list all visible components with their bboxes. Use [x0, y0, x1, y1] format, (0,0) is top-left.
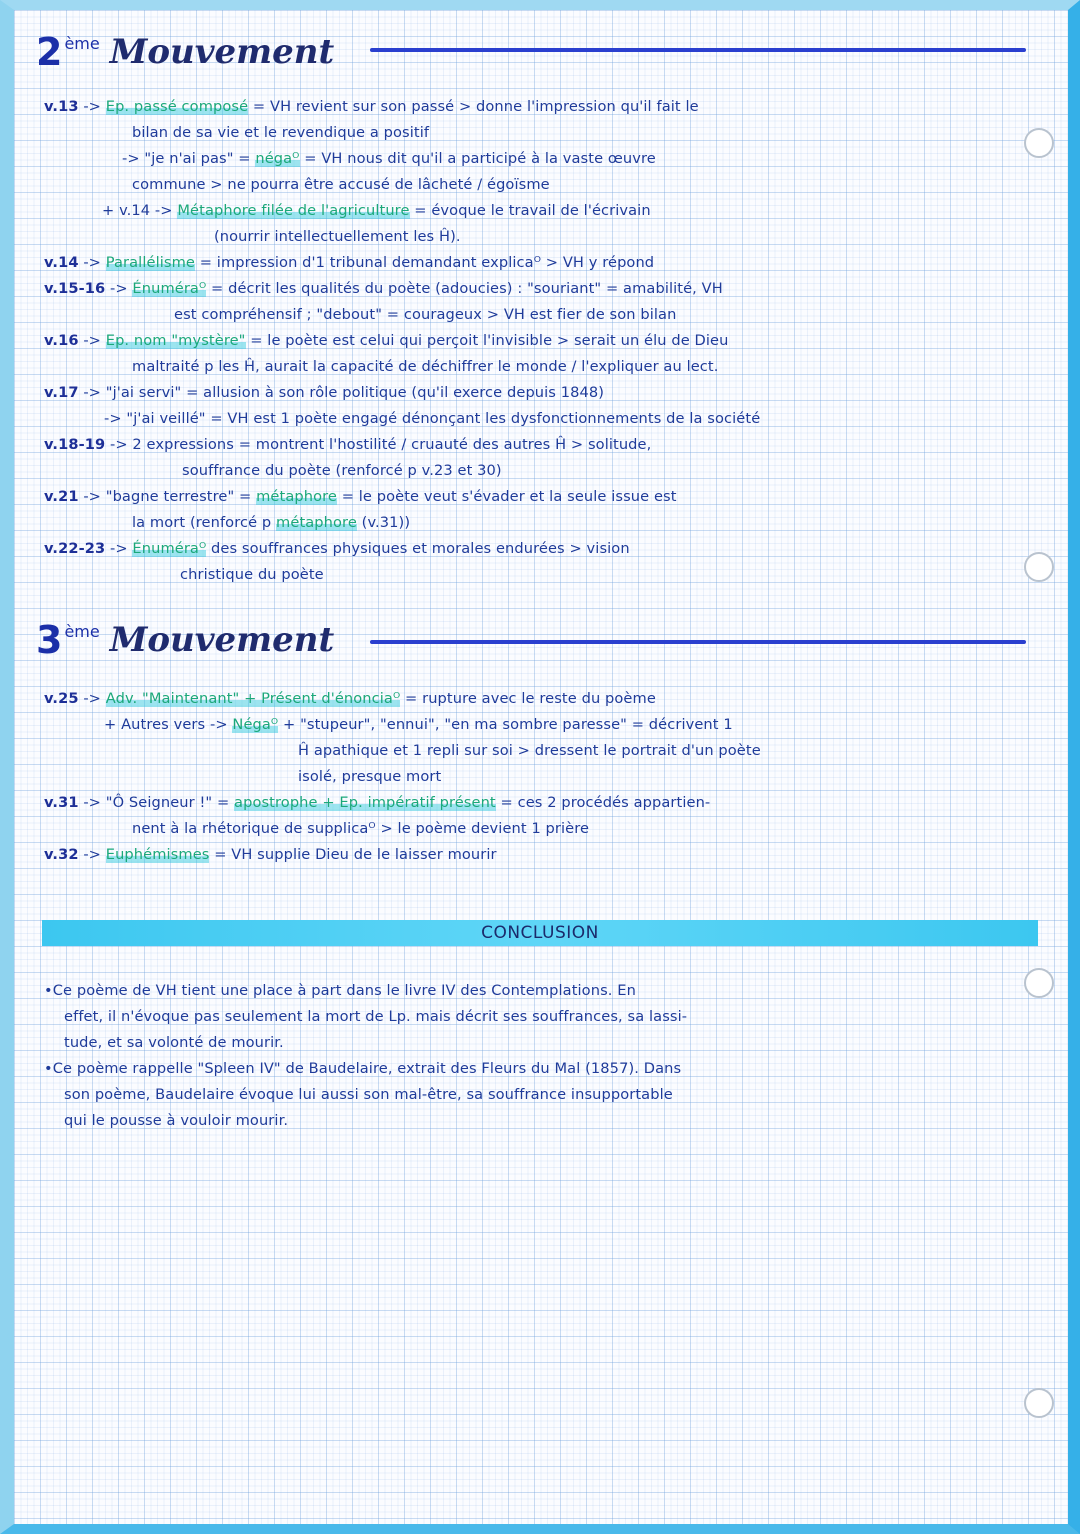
note-line — [44, 536, 630, 562]
literary-device: Énuméraᴼ — [132, 540, 207, 557]
note-text: tude, et sa volonté de mourir. — [64, 1034, 284, 1051]
note-text: -> "je n'ai pas" = — [122, 150, 256, 167]
binder-hole — [1024, 1388, 1054, 1418]
arrow: -> — [78, 254, 106, 271]
binder-hole — [1024, 552, 1054, 582]
heading-word: Mouvement — [109, 620, 335, 660]
note-line — [132, 354, 718, 380]
bullet-marker: • — [44, 1060, 53, 1077]
note-line — [174, 302, 676, 328]
note-text: = impression d'1 tribunal demandant explicaᴼ > VH y répond — [194, 254, 655, 271]
arrow: -> — [78, 794, 106, 811]
arrow: -> — [78, 384, 106, 401]
note-text: commune > ne pourra être accusé de lâcheté / égoïsme — [132, 176, 550, 193]
note-line — [44, 1056, 681, 1082]
note-line — [132, 120, 429, 146]
note-line — [44, 432, 651, 458]
note-text: + v.14 -> — [102, 202, 178, 219]
note-text: la mort (renforcé p — [132, 514, 277, 531]
note-line — [44, 250, 654, 276]
arrow: -> — [78, 488, 106, 505]
heading-rule — [370, 640, 1026, 644]
literary-device: Ep. passé composé — [105, 98, 249, 115]
note-line — [64, 1004, 687, 1030]
literary-device: Adv. "Maintenant" + Présent d'énonciaᴼ — [105, 690, 401, 707]
note-text: "Ô Seigneur !" = — [105, 794, 235, 811]
note-text: son poème, Baudelaire évoque lui aussi son mal-être, sa souffrance insupportable — [64, 1086, 673, 1103]
literary-device: apostrophe + Ep. impératif présent — [234, 794, 496, 811]
heading-word: Mouvement — [109, 32, 335, 72]
note-text: maltraité p les Ĥ, aurait la capacité de déchiffrer le monde / l'expliquer au lect. — [132, 358, 719, 375]
literary-device: Énuméraᴼ — [132, 280, 207, 297]
heading-number: 2 — [36, 30, 63, 74]
note-line — [122, 146, 656, 172]
note-line — [132, 172, 550, 198]
note-line — [214, 224, 461, 250]
note-text: des souffrances physiques et morales endurées > vision — [206, 540, 630, 557]
note-text: est compréhensif ; "debout" = courageux > VH est fier de son bilan — [174, 306, 677, 323]
verse-reference: v.25 — [44, 690, 79, 707]
note-line — [64, 1108, 288, 1134]
note-text: christique du poète — [180, 566, 324, 583]
note-text: = décrit les qualités du poète (adoucies) : "souriant" = amabilité, VH — [206, 280, 723, 297]
note-line — [44, 978, 636, 1004]
note-text: + Autres vers -> — [104, 716, 233, 733]
note-text: "bagne terrestre" = — [105, 488, 257, 505]
verse-reference: v.18-19 — [44, 436, 106, 453]
note-text: = rupture avec le reste du poème — [400, 690, 656, 707]
note-text: bilan de sa vie et le revendique a positif — [132, 124, 430, 141]
note-text: isolé, presque mort — [298, 768, 442, 785]
note-text: qui le pousse à vouloir mourir. — [64, 1112, 289, 1129]
note-text: = le poète veut s'évader et la seule issue est — [336, 488, 677, 505]
verse-reference: v.17 — [44, 384, 79, 401]
arrow: -> — [78, 690, 106, 707]
note-line — [132, 816, 589, 842]
literary-device: Métaphore filée de l'agriculture — [177, 202, 410, 219]
note-line — [44, 484, 677, 510]
literary-device: métaphore — [276, 514, 357, 531]
section-heading-mouvement-3 — [36, 618, 334, 662]
note-line — [44, 380, 604, 406]
note-line — [180, 562, 324, 588]
note-text: nent à la rhétorique de supplicaᴼ > le poème devient 1 prière — [132, 820, 590, 837]
verse-reference: v.31 — [44, 794, 79, 811]
heading-rule — [370, 48, 1026, 52]
note-text: (v.31)) — [356, 514, 411, 531]
verse-reference: v.14 — [44, 254, 79, 271]
binder-hole — [1024, 968, 1054, 998]
arrow: -> — [78, 98, 106, 115]
verse-reference: v.21 — [44, 488, 79, 505]
note-text: = VH supplie Dieu de le laisser mourir — [209, 846, 497, 863]
verse-reference: v.13 — [44, 98, 79, 115]
note-text: (nourrir intellectuellement les Ĥ). — [214, 228, 461, 245]
literary-device: Négaᴼ — [232, 716, 279, 733]
heading-number: 3 — [36, 618, 63, 662]
heading-superscript: ème — [64, 621, 100, 641]
verse-reference: v.22-23 — [44, 540, 106, 557]
conclusion-banner — [42, 920, 1038, 946]
section-heading-mouvement-2 — [36, 30, 334, 74]
conclusion-title: CONCLUSION — [481, 923, 599, 943]
arrow: -> — [78, 332, 106, 349]
note-text: = le poète est celui qui perçoit l'invisible > serait un élu de Dieu — [245, 332, 729, 349]
note-line — [44, 842, 497, 868]
note-text: souffrance du poète (renforcé p v.23 et 30) — [182, 462, 502, 479]
note-text: -> "j'ai veillé" = VH est 1 poète engagé dénonçant les dysfonctionnements de la société — [104, 410, 761, 427]
note-text: Ĥ apathique et 1 repli sur soi > dressent le portrait d'un poète — [298, 742, 761, 759]
note-text: effet, il n'évoque pas seulement la mort de Lp. mais décrit ses souffrances, sa lassi- — [64, 1008, 688, 1025]
note-line — [64, 1082, 673, 1108]
note-text: + "stupeur", "ennui", "en ma sombre paresse" = décrivent 1 — [278, 716, 733, 733]
note-line — [44, 790, 710, 816]
note-line — [182, 458, 502, 484]
arrow: -> — [105, 280, 133, 297]
note-text: = ces 2 procédés appartien- — [495, 794, 711, 811]
note-line — [64, 1030, 284, 1056]
heading-superscript: ème — [64, 33, 100, 53]
note-line — [102, 198, 651, 224]
literary-device: Euphémismes — [105, 846, 210, 863]
note-text: = VH nous dit qu'il a participé à la vaste œuvre — [299, 150, 656, 167]
note-line — [44, 94, 699, 120]
note-text: Ce poème rappelle "Spleen IV" de Baudelaire, extrait des Fleurs du Mal (1857). Dans — [52, 1060, 682, 1077]
verse-reference: v.32 — [44, 846, 79, 863]
note-text: Ce poème de VH tient une place à part dans le livre IV des Contemplations. En — [52, 982, 636, 999]
verse-reference: v.15-16 — [44, 280, 106, 297]
bullet-marker: • — [44, 982, 53, 999]
literary-device: négaᴼ — [255, 150, 300, 167]
note-line — [132, 510, 410, 536]
note-line — [298, 738, 761, 764]
literary-device: métaphore — [256, 488, 337, 505]
note-text: "j'ai servi" = allusion à son rôle politique (qu'il exerce depuis 1848) — [105, 384, 605, 401]
note-line — [104, 712, 733, 738]
arrow: -> — [78, 846, 106, 863]
arrow: -> — [105, 540, 133, 557]
note-line — [44, 328, 728, 354]
note-line — [298, 764, 441, 790]
note-line — [44, 686, 656, 712]
arrow: -> — [105, 436, 133, 453]
note-text: = VH revient sur son passé > donne l'impression qu'il fait le — [248, 98, 699, 115]
note-text: 2 expressions = montrent l'hostilité / cruauté des autres Ĥ > solitude, — [132, 436, 652, 453]
literary-device: Ep. nom "mystère" — [105, 332, 246, 349]
note-line — [104, 406, 760, 432]
note-text: = évoque le travail de l'écrivain — [409, 202, 651, 219]
binder-hole — [1024, 128, 1054, 158]
literary-device: Parallélisme — [105, 254, 195, 271]
verse-reference: v.16 — [44, 332, 79, 349]
note-line — [44, 276, 723, 302]
